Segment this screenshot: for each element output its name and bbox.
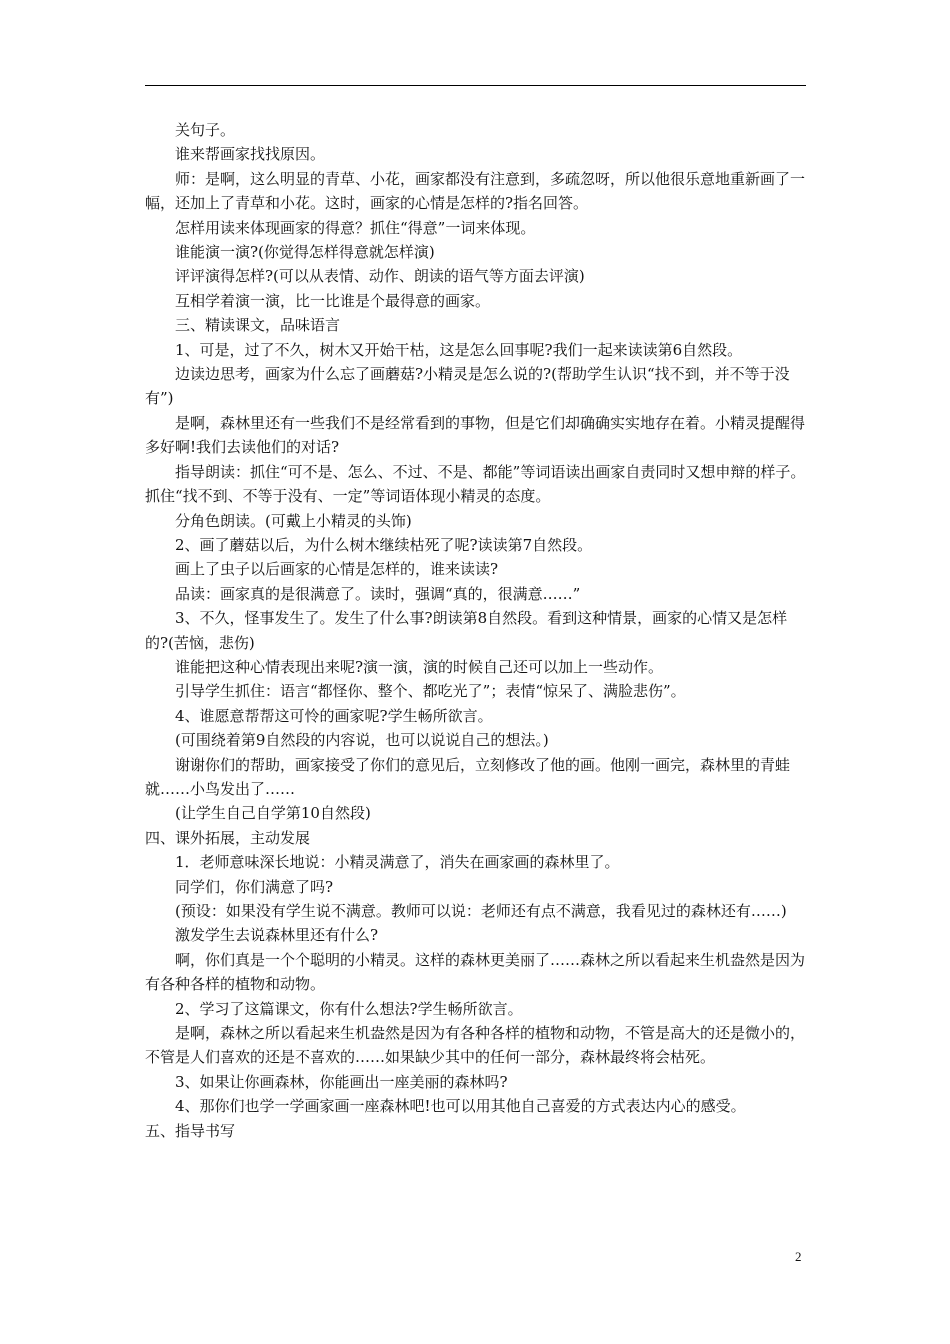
paragraph: 3、如果让你画森林，你能画出一座美丽的森林吗? bbox=[145, 1072, 508, 1091]
paragraph: 4、那你们也学一学画家画一座森林吧!也可以用其他自己喜爱的方式表达内心的感受。 bbox=[145, 1097, 746, 1116]
paragraph: 2、学习了这篇课文，你有什么想法?学生畅所欲言。 bbox=[145, 999, 523, 1018]
paragraph: 激发学生去说森林里还有什么? bbox=[145, 926, 379, 945]
paragraph: 评评演得怎样?(可以从表情、动作、朗读的语气等方面去评演) bbox=[145, 267, 585, 286]
paragraph: 品读：画家真的是很满意了。读时，强调“真的，很满意……” bbox=[145, 584, 581, 603]
paragraph: 2、画了蘑菇以后，为什么树木继续枯死了呢?读读第7自然段。 bbox=[145, 535, 593, 554]
paragraph: 分角色朗读。(可戴上小精灵的头饰) bbox=[145, 511, 412, 530]
paragraph: 五、指导书写 bbox=[145, 1121, 236, 1140]
paragraph: 师：是啊，这么明显的青草、小花，画家都没有注意到，多疏忽呀，所以他很乐意地重新画了一幅，还加上了青草和小花。这时，画家的心情是怎样的?指名回答。 bbox=[145, 169, 806, 213]
paragraph: 3、不久，怪事发生了。发生了什么事?朗读第8自然段。看到这种情景，画家的心情又是怎样的?(苦恼，悲伤) bbox=[145, 609, 788, 652]
document-body bbox=[145, 118, 809, 1143]
paragraph: (预设：如果没有学生说不满意。教师可以说：老师还有点不满意，我看见过的森林还有……) bbox=[145, 902, 787, 920]
header-rule bbox=[145, 85, 806, 86]
paragraph: 引导学生抓住：语言“都怪你、整个、都吃光了”；表情“惊呆了、满脸悲伤”。 bbox=[145, 682, 686, 701]
paragraph: 关句子。 bbox=[145, 121, 236, 139]
paragraph: 谁能把这种心情表现出来呢?演一演，演的时候自己还可以加上一些动作。 bbox=[145, 657, 664, 676]
paragraph: 是啊，森林里还有一些我们不是经常看到的事物，但是它们却确确实实地存在着。小精灵提醒得多好啊!我们去读他们的对话? bbox=[145, 413, 806, 457]
paragraph: 同学们，你们满意了吗? bbox=[145, 877, 334, 896]
paragraph: 1、可是，过了不久，树木又开始干枯，这是怎么回事呢?我们一起来读读第6自然段。 bbox=[145, 340, 743, 359]
paragraph: 4、谁愿意帮帮这可怜的画家呢?学生畅所欲言。 bbox=[145, 706, 493, 725]
paragraph: 1．老师意味深长地说：小精灵满意了，消失在画家画的森林里了。 bbox=[145, 853, 620, 872]
paragraph: 是啊，森林之所以看起来生机盎然是因为有各种各样的植物和动物，不管是高大的还是微小的，不管是人们喜欢的还是不喜欢的……如果缺少其中的任何一部分，森林最终将会枯死。 bbox=[145, 1024, 806, 1067]
paragraph: 谁来帮画家找找原因。 bbox=[145, 145, 326, 164]
paragraph: 谢谢你们的帮助，画家接受了你们的意见后，立刻修改了他的画。他刚一画完，森林里的青蛙就……小鸟发出了…… bbox=[145, 755, 791, 798]
paragraph: 四、课外拓展，主动发展 bbox=[145, 828, 311, 847]
page-number: 2 bbox=[795, 1249, 802, 1264]
paragraph: 啊，你们真是一个个聪明的小精灵。这样的森林更美丽了……森林之所以看起来生机盎然是因为有各种各样的植物和动物。 bbox=[145, 950, 806, 994]
paragraph: (让学生自己自学第10自然段) bbox=[145, 804, 371, 823]
paragraph: 谁能演一演?(你觉得怎样得意就怎样演) bbox=[145, 243, 435, 262]
paragraph: 互相学着演一演，比一比谁是个最得意的画家。 bbox=[145, 291, 491, 310]
paragraph: 指导朗读：抓住“可不是、怎么、不过、不是、都能”等词语读出画家自责同时又想申辩的样子。抓住“找不到、不等于没有、一定”等词语体现小精灵的态度。 bbox=[145, 462, 806, 506]
paragraph: 怎样用读来体现画家的得意？抓住“得意”一词来体现。 bbox=[145, 218, 536, 237]
paragraph: 画上了虫子以后画家的心情是怎样的，谁来读读? bbox=[145, 560, 499, 579]
paragraph: 边读边思考，画家为什么忘了画蘑菇?小精灵是怎么说的?(帮助学生认识“找不到，并不等于没有”) bbox=[145, 365, 790, 408]
paragraph: 三、精读课文，品味语言 bbox=[145, 316, 341, 335]
paragraph: (可围绕着第9自然段的内容说，也可以说说自己的想法。) bbox=[145, 731, 549, 750]
